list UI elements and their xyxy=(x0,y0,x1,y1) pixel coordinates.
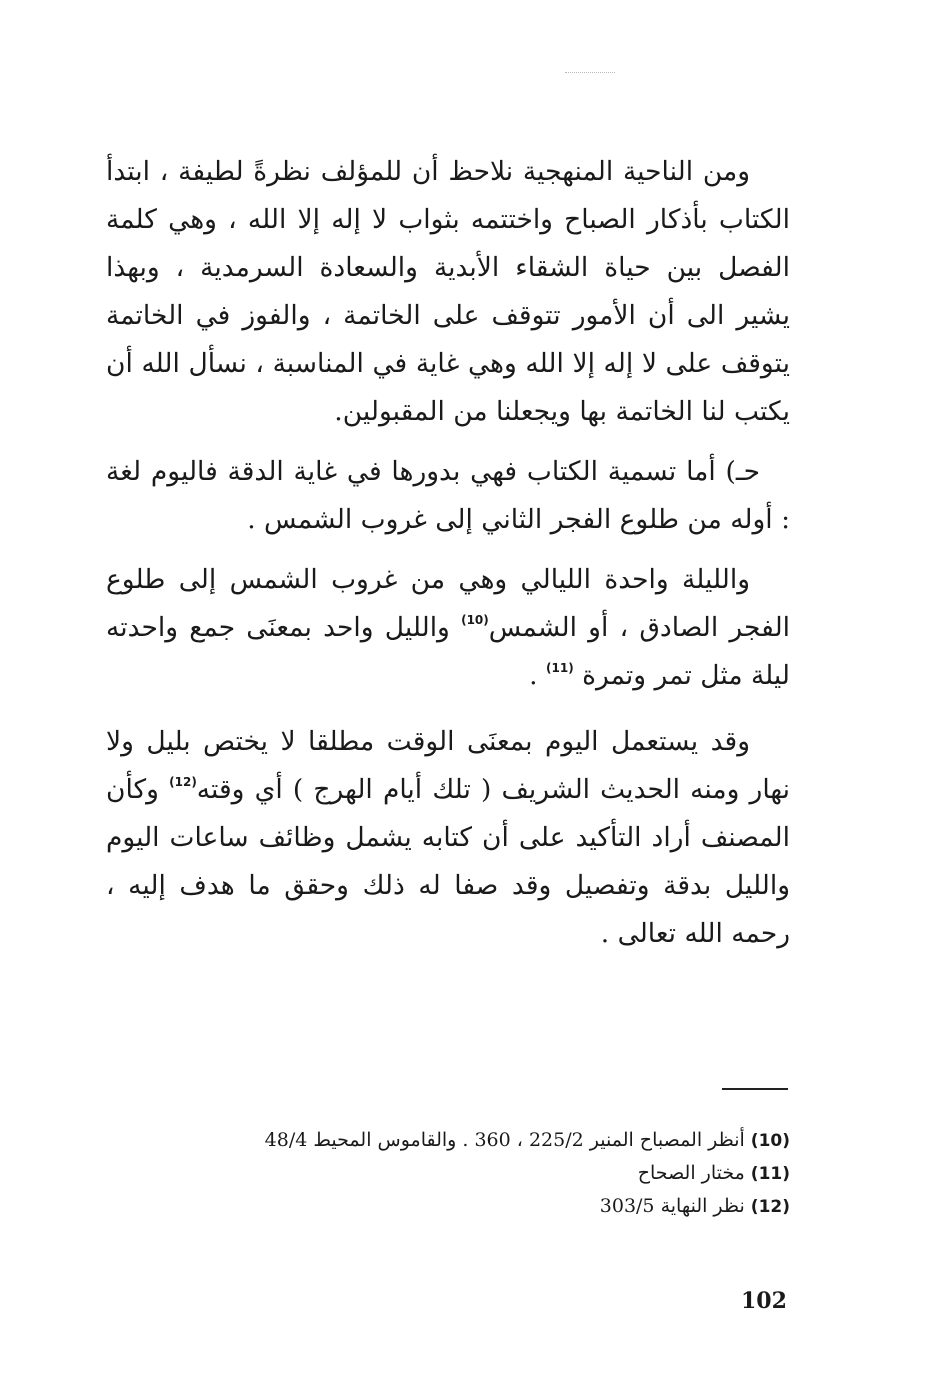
page-number: 102 xyxy=(741,1288,787,1314)
paragraph-night-definition xyxy=(106,556,790,700)
footnote-item xyxy=(230,1157,790,1190)
main-text xyxy=(106,148,790,958)
footnote-number: (10) xyxy=(750,1131,790,1151)
footnote-text: أنظر المصباح المنير 225/2 ، 360 . والقاموس المحيط 48/4 xyxy=(264,1129,745,1151)
paragraph-text: وكأن المصنف أراد التأكيد على أن كتابه يشمل وظائف ساعات اليوم والليل بدقة وتفصيل وقد صفا له ذلك وحقق ما هدف إليه ، رحمه الله تعالى . xyxy=(106,774,790,949)
paragraph-text: ومن الناحية المنهجية نلاحظ أن للمؤلف نظرةً لطيفة ، ابتدأ الكتاب بأذكار الصباح واختتمه بثواب لا إله إلا الله ، وهي كلمة الفصل بين حياة الشقاء الأبدية والسعادة السرمدية ، وبهذا يشير الى أن الأمور تتوقف على الخاتمة ، والفوز في الخاتمة يتوقف على لا إله إلا الله وهي غاية في المناسبة ، نسأل الله أن يكتب لنا الخاتمة بها ويجعلنا من المقبولين. xyxy=(106,156,790,427)
footnote-ref-10[interactable]: (10) xyxy=(461,613,489,627)
paragraph-text: حـ) أما تسمية الكتاب فهي بدورها في غاية الدقة فاليوم لغة : أوله من طلوع الفجر الثاني إلى غروب الشمس . xyxy=(106,456,790,535)
footnote-text: مختار الصحاح xyxy=(637,1162,745,1184)
footnote-number: (12) xyxy=(750,1197,790,1217)
paragraph-text: والليل واحد بمعنَى جمع واحدته ليلة مثل تمر وتمرة xyxy=(106,612,790,691)
paragraph-text: . xyxy=(529,660,546,691)
paragraph-day-usage xyxy=(106,718,790,958)
paragraph-text: والليلة واحدة الليالي وهي من غروب الشمس إلى طلوع الفجر الصادق ، أو الشمس xyxy=(106,564,791,643)
paragraph-title-naming xyxy=(106,448,790,544)
footnote-ref-12[interactable]: (12) xyxy=(169,775,197,789)
footnote-divider xyxy=(722,1088,788,1090)
footnote-text: نظر النهاية 303/5 xyxy=(599,1195,745,1217)
footnote-item xyxy=(230,1124,790,1157)
footnote-ref-11[interactable]: (11) xyxy=(546,661,574,675)
footnotes xyxy=(230,1124,790,1223)
footnote-item xyxy=(230,1190,790,1223)
footnote-number: (11) xyxy=(750,1164,790,1184)
paragraph-text: وقد يستعمل اليوم بمعنَى الوقت مطلقا لا يختص بليل ولا نهار ومنه الحديث الشريف ( تلك أيام الهرج ) أي وقته xyxy=(106,726,791,805)
top-scan-mark xyxy=(565,72,615,73)
paragraph-methodology xyxy=(106,148,790,436)
